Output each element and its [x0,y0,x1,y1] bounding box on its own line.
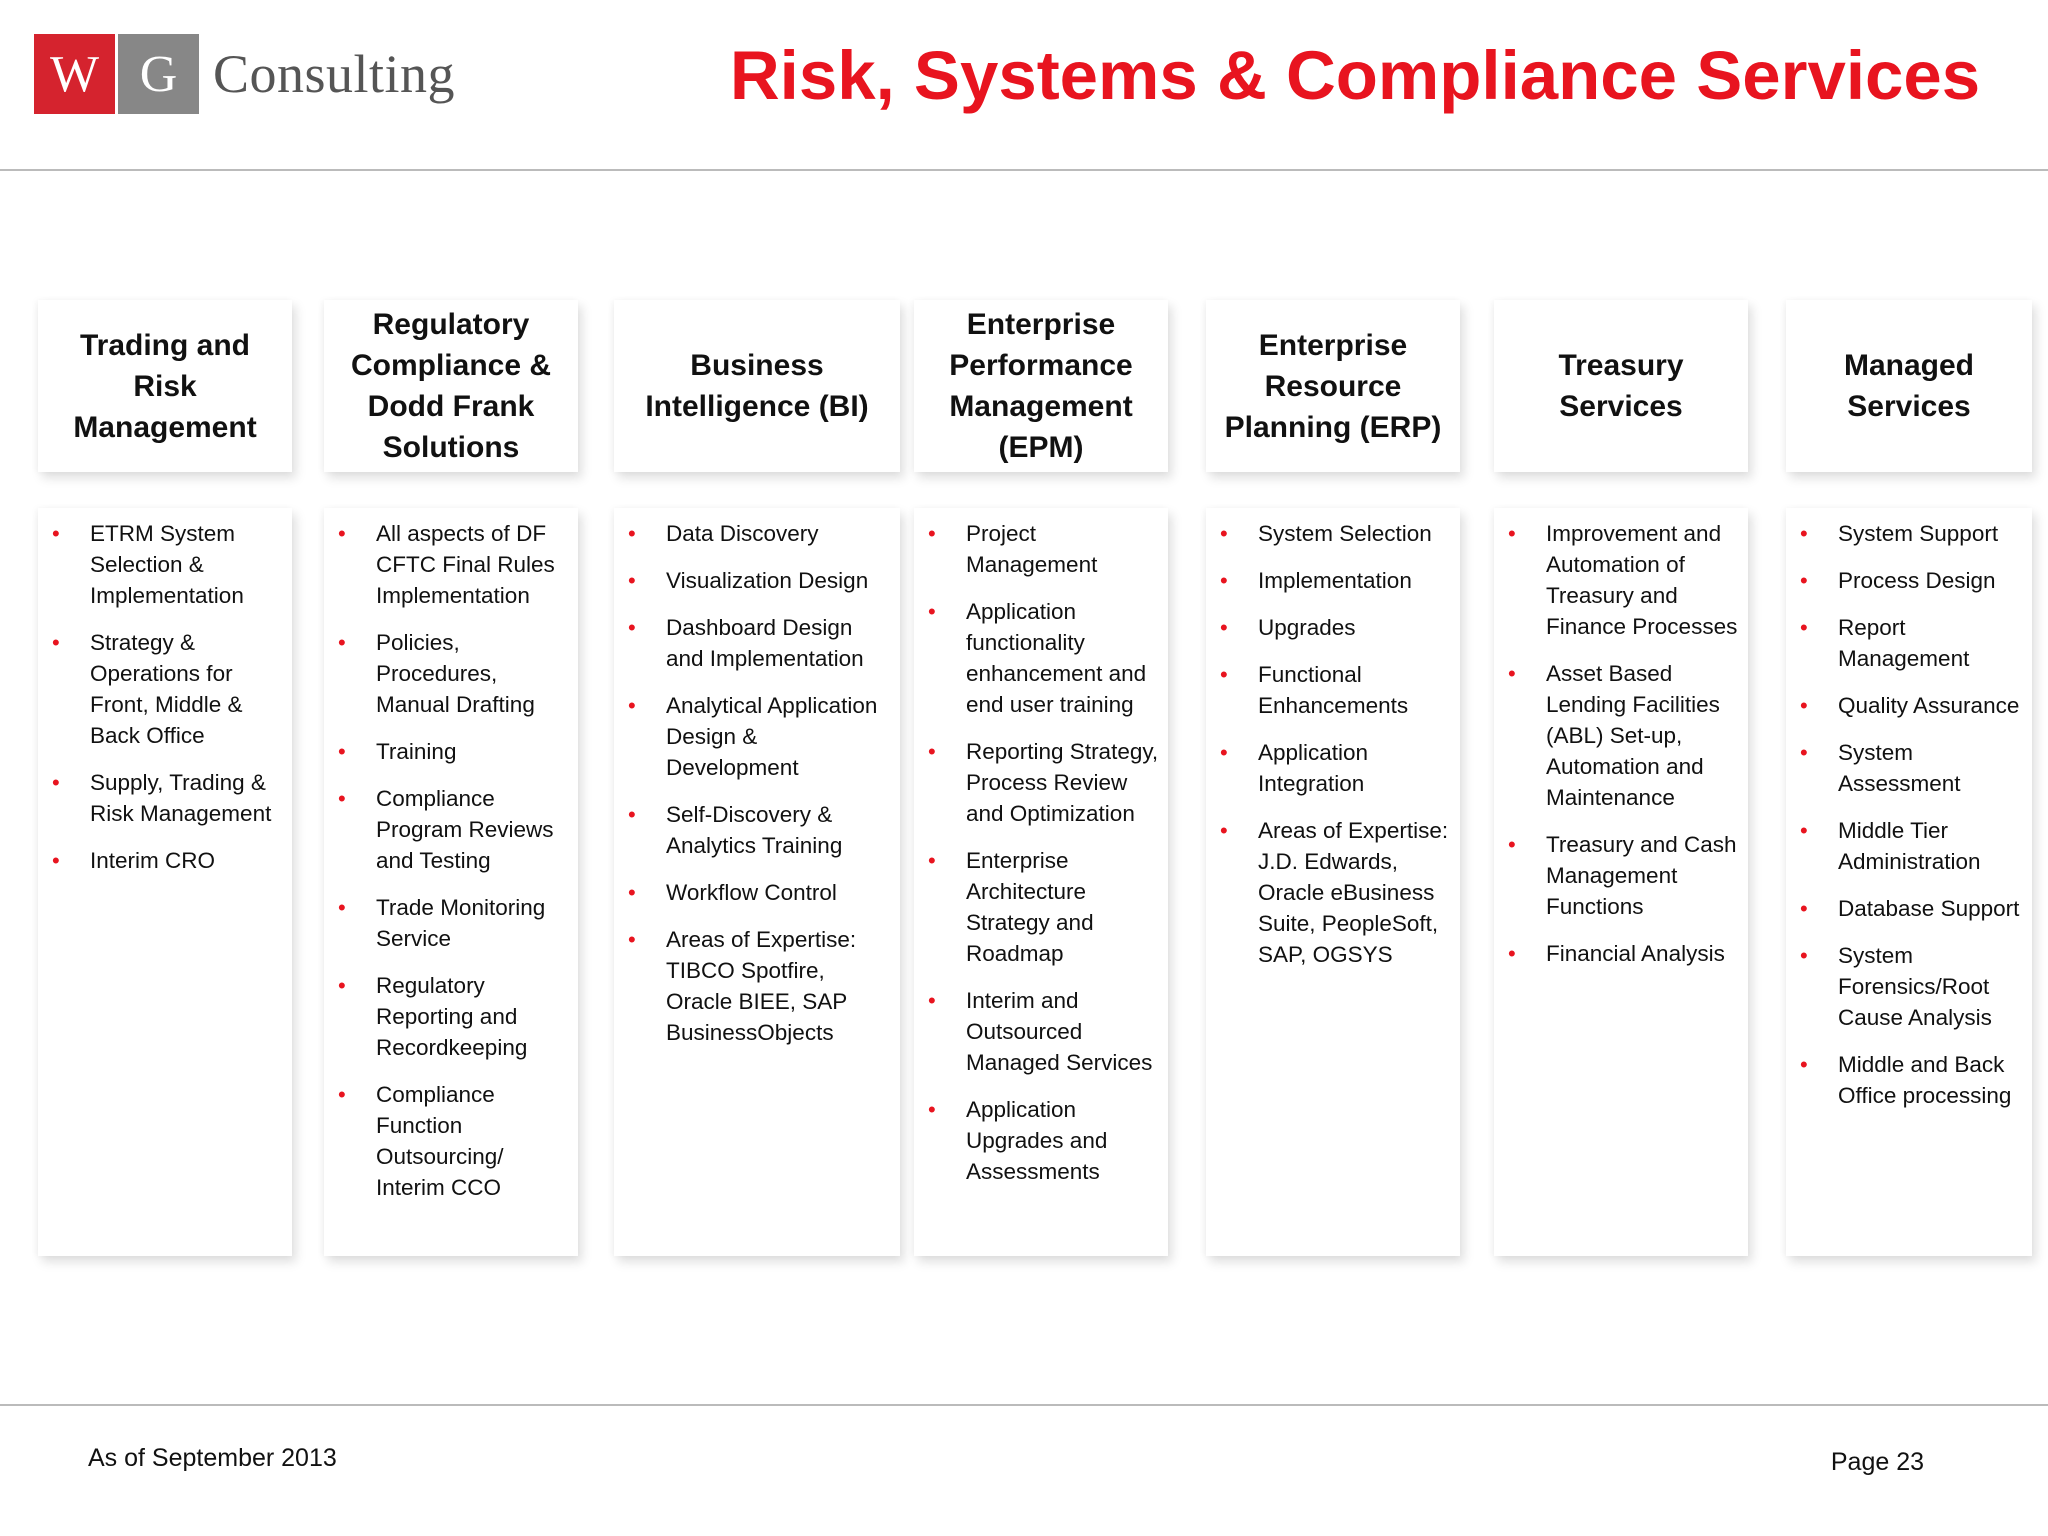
list-item: • System Selection [1206,518,1460,549]
column-header-business-intelligence: Business Intelligence (BI) [614,300,900,472]
column-header-erp: Enterprise Resource Planning (ERP) [1206,300,1460,472]
list-item: • System Assessment [1786,737,2032,799]
list-item: • Compliance Program Reviews and Testing [324,783,578,876]
column-body-treasury [1494,508,1748,1256]
column-body-epm [914,508,1168,1256]
logo-text: Consulting [213,44,456,104]
column-header-managed-services: Managed Services [1786,300,2032,472]
list-item: • Training [324,736,578,767]
list-item: • Visualization Design [614,565,900,596]
list-item: • Report Management [1786,612,2032,674]
list-item: • Implementation [1206,565,1460,596]
list-item: • Enterprise Architecture Strategy and Roadmap [914,845,1168,969]
list-item: • Strategy & Operations for Front, Middle & Back Office [38,627,292,751]
list-item: • Improvement and Automation of Treasury and Finance Processes [1494,518,1748,642]
service-list [1786,508,2032,1111]
service-list [614,508,900,1048]
column-header-epm: Enterprise Performance Management (EPM) [914,300,1168,472]
list-item: • Regulatory Reporting and Recordkeeping [324,970,578,1063]
list-item: • Asset Based Lending Facilities (ABL) Set-up, Automation and Maintenance [1494,658,1748,813]
list-item: • Project Management [914,518,1168,580]
column-header-trading-risk: Trading and Risk Management [38,300,292,472]
list-item: • System Forensics/Root Cause Analysis [1786,940,2032,1033]
list-item: • Upgrades [1206,612,1460,643]
list-item: • Trade Monitoring Service [324,892,578,954]
list-item: • Reporting Strategy, Process Review and Optimization [914,736,1168,829]
company-logo [34,34,455,114]
service-list [1206,508,1460,970]
service-list [324,508,578,1203]
list-item: • Quality Assurance [1786,690,2032,721]
service-list [914,508,1168,1187]
logo-w-block: W [34,34,115,114]
list-item: • Policies, Procedures, Manual Drafting [324,627,578,720]
list-item: • Supply, Trading & Risk Management [38,767,292,829]
list-item: • ETRM System Selection & Implementation [38,518,292,611]
list-item: • Database Support [1786,893,2032,924]
list-item: • Dashboard Design and Implementation [614,612,900,674]
column-body-trading-risk [38,508,292,1256]
column-body-regulatory-compliance [324,508,578,1256]
list-item: • Financial Analysis [1494,938,1748,969]
list-item: • Middle Tier Administration [1786,815,2032,877]
column-body-managed-services [1786,508,2032,1256]
page-number: Page 23 [1830,1448,1924,1476]
footer-divider [0,1404,2048,1406]
footer-date: As of September 2013 [88,1444,337,1472]
list-item: • Treasury and Cash Management Functions [1494,829,1748,922]
service-list [1494,508,1748,969]
list-item: • Functional Enhancements [1206,659,1460,721]
list-item: • Interim and Outsourced Managed Services [914,985,1168,1078]
list-item: • Data Discovery [614,518,900,549]
column-body-business-intelligence [614,508,900,1256]
list-item: • Middle and Back Office processing [1786,1049,2032,1111]
list-item: • Application functionality enhancement and end user training [914,596,1168,720]
page-title: Risk, Systems & Compliance Services [729,37,1981,114]
list-item: • Application Integration [1206,737,1460,799]
list-item: • Workflow Control [614,877,900,908]
list-item: • Application Upgrades and Assessments [914,1094,1168,1187]
list-item: • Areas of Expertise: J.D. Edwards, Oracle eBusiness Suite, PeopleSoft, SAP, OGSYS [1206,815,1460,970]
list-item: • Areas of Expertise: TIBCO Spotfire, Oracle BIEE, SAP BusinessObjects [614,924,900,1048]
list-item: • Interim CRO [38,845,292,876]
list-item: • System Support [1786,518,2032,549]
list-item: • Analytical Application Design & Development [614,690,900,783]
header-divider [0,169,2048,171]
column-body-erp [1206,508,1460,1256]
list-item: • Self-Discovery & Analytics Training [614,799,900,861]
list-item: • Process Design [1786,565,2032,596]
list-item: • All aspects of DF CFTC Final Rules Implementation [324,518,578,611]
column-header-treasury: Treasury Services [1494,300,1748,472]
column-header-regulatory-compliance: Regulatory Compliance & Dodd Frank Solutions [324,300,578,472]
list-item: • Compliance Function Outsourcing/ Interim CCO [324,1079,578,1203]
service-list [38,508,292,876]
logo-g-block: G [118,34,199,114]
